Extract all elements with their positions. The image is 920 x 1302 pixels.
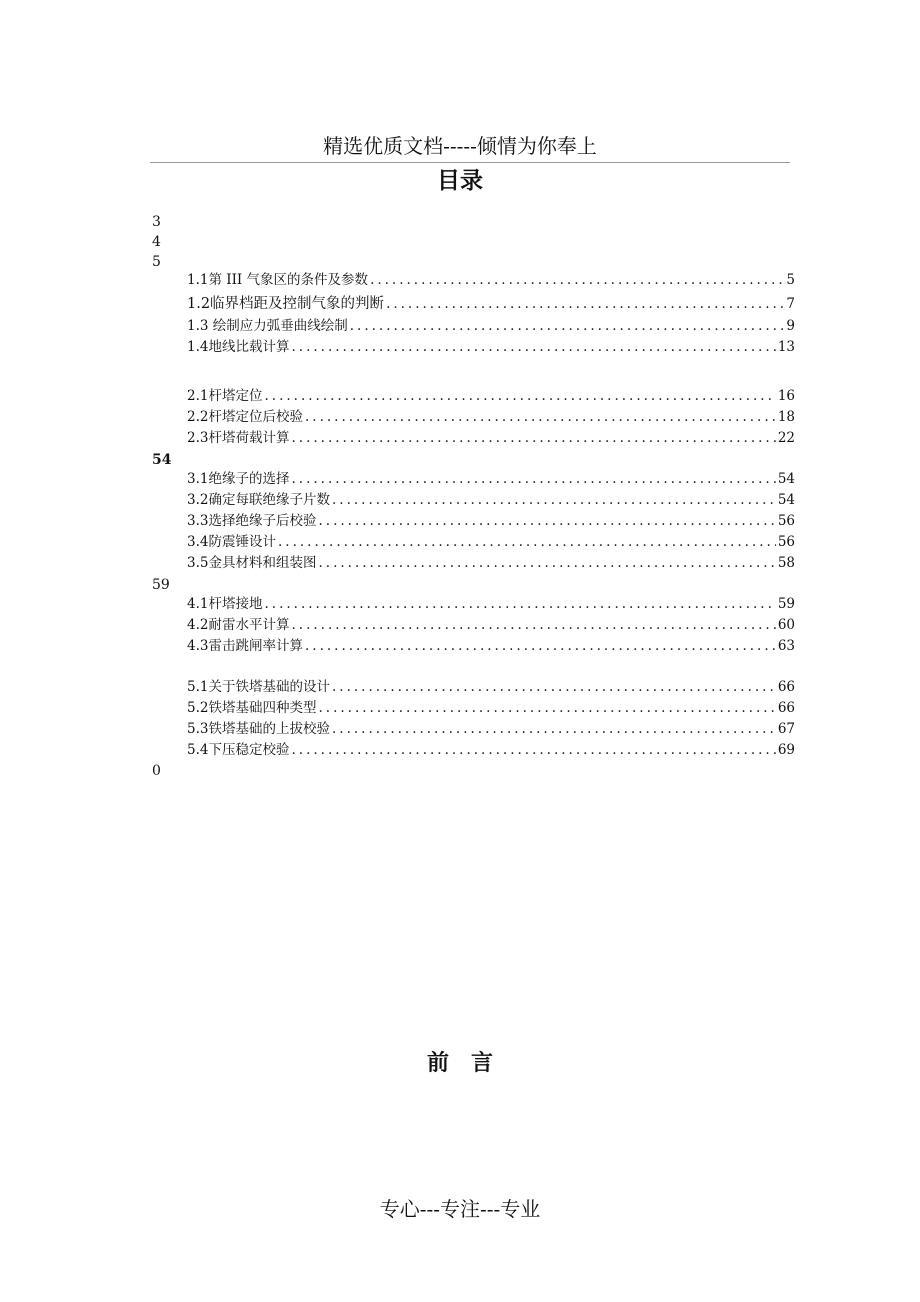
toc-entry-page: 22 xyxy=(777,430,795,446)
toc-leader-dots xyxy=(386,294,784,314)
toc-entry[interactable] xyxy=(187,316,795,336)
toc-title: 目录 xyxy=(437,168,483,194)
toc-entry-page: 66 xyxy=(777,679,795,695)
toc-entry-label: 3.2确定每联绝缘子片数 xyxy=(187,492,330,508)
toc-chapter-page[interactable]: 0 xyxy=(152,763,161,779)
toc-entry[interactable] xyxy=(187,428,795,448)
toc-entry[interactable] xyxy=(187,615,795,635)
toc-entry-label: 3.1绝缘子的选择 xyxy=(187,471,290,487)
toc-entry-page: 59 xyxy=(777,596,795,612)
toc-leader-dots xyxy=(318,553,775,573)
toc-entry-page: 16 xyxy=(777,388,795,404)
toc-entry-label: 5.3铁塔基础的上拔校验 xyxy=(187,721,330,737)
toc-leader-dots xyxy=(264,594,775,614)
toc-leader-dots xyxy=(291,428,775,448)
toc-chapter-page[interactable]: 3 xyxy=(152,214,161,230)
toc-leader-dots xyxy=(291,615,775,635)
toc-leader-dots xyxy=(291,337,775,357)
toc-leader-dots xyxy=(332,719,776,739)
toc-leader-dots xyxy=(278,532,776,552)
toc-entry-page: 54 xyxy=(777,492,795,508)
toc-entry[interactable] xyxy=(187,511,795,531)
toc-leader-dots xyxy=(305,636,776,656)
toc-entry[interactable] xyxy=(187,270,795,290)
toc-entry-label: 2.2杆塔定位后校验 xyxy=(187,409,303,425)
toc-chapter-page[interactable]: 4 xyxy=(152,234,161,250)
preface-title: 前言 xyxy=(426,1050,515,1076)
toc-entry-label: 3.4防震锤设计 xyxy=(187,534,276,550)
toc-entry-label: 3.5金具材料和组装图 xyxy=(187,555,317,571)
toc-entry-page: 60 xyxy=(777,617,795,633)
toc-entry[interactable] xyxy=(187,294,795,314)
toc-leader-dots xyxy=(370,270,784,290)
toc-leader-dots xyxy=(318,698,775,718)
toc-leader-dots xyxy=(350,316,785,336)
toc-entry-label: 1.3 绘制应力弧垂曲线绘制 xyxy=(187,318,348,334)
toc-leader-dots xyxy=(318,511,775,531)
toc-entry-page: 7 xyxy=(786,296,795,312)
toc-entry[interactable] xyxy=(187,594,795,614)
toc-entry[interactable] xyxy=(187,698,795,718)
toc-entry-page: 69 xyxy=(777,742,795,758)
toc-entry-page: 63 xyxy=(777,638,795,654)
toc-leader-dots xyxy=(305,407,776,427)
toc-entry-page: 9 xyxy=(786,318,795,334)
toc-entry-label: 4.3雷击跳闸率计算 xyxy=(187,638,303,654)
toc-entry[interactable] xyxy=(187,677,795,697)
toc-entry-label: 4.1杆塔接地 xyxy=(187,596,263,612)
toc-entry[interactable] xyxy=(187,386,795,406)
toc-entry-page: 66 xyxy=(777,700,795,716)
toc-entry[interactable] xyxy=(187,636,795,656)
toc-entry-label: 2.1杆塔定位 xyxy=(187,388,263,404)
toc-entry-page: 56 xyxy=(777,534,795,550)
toc-entry-page: 5 xyxy=(786,272,795,288)
toc-entry[interactable] xyxy=(187,532,795,552)
toc-chapter-page[interactable]: 5 xyxy=(152,254,161,270)
toc-leader-dots xyxy=(291,469,775,489)
toc-entry-label: 1.1第 III 气象区的条件及参数 xyxy=(187,272,369,288)
toc-chapter-page[interactable]: 59 xyxy=(152,577,170,593)
toc-entry-label: 3.3选择绝缘子后校验 xyxy=(187,513,317,529)
toc-leader-dots xyxy=(332,490,776,510)
toc-leader-dots xyxy=(264,386,775,406)
page-footer: 专心---专注---专业 xyxy=(379,1197,541,1221)
toc-chapter-page[interactable]: 54 xyxy=(152,452,172,468)
toc-entry-page: 56 xyxy=(777,513,795,529)
page-header: 精选优质文档-----倾情为你奉上 xyxy=(323,134,597,158)
toc-entry[interactable] xyxy=(187,469,795,489)
toc-entry-label: 1.4地线比载计算 xyxy=(187,339,290,355)
toc-entry-page: 58 xyxy=(777,555,795,571)
toc-entry-label: 5.2铁塔基础四种类型 xyxy=(187,700,317,716)
toc-entry[interactable] xyxy=(187,553,795,573)
toc-entry-label: 5.1关于铁塔基础的设计 xyxy=(187,679,330,695)
toc-entry[interactable] xyxy=(187,407,795,427)
toc-leader-dots xyxy=(332,677,776,697)
toc-entry-page: 18 xyxy=(777,409,795,425)
toc-entry[interactable] xyxy=(187,337,795,357)
toc-entry-label: 2.3杆塔荷载计算 xyxy=(187,430,290,446)
toc-entry[interactable] xyxy=(187,490,795,510)
toc-entry[interactable] xyxy=(187,719,795,739)
toc-leader-dots xyxy=(291,740,775,760)
toc-entry-page: 13 xyxy=(777,339,795,355)
toc-entry-label: 1.2临界档距及控制气象的判断 xyxy=(187,296,385,312)
toc-entry-page: 67 xyxy=(777,721,795,737)
toc-entry-page: 54 xyxy=(777,471,795,487)
toc-entry-label: 5.4下压稳定校验 xyxy=(187,742,290,758)
toc-entry-label: 4.2耐雷水平计算 xyxy=(187,617,290,633)
toc-entry[interactable] xyxy=(187,740,795,760)
